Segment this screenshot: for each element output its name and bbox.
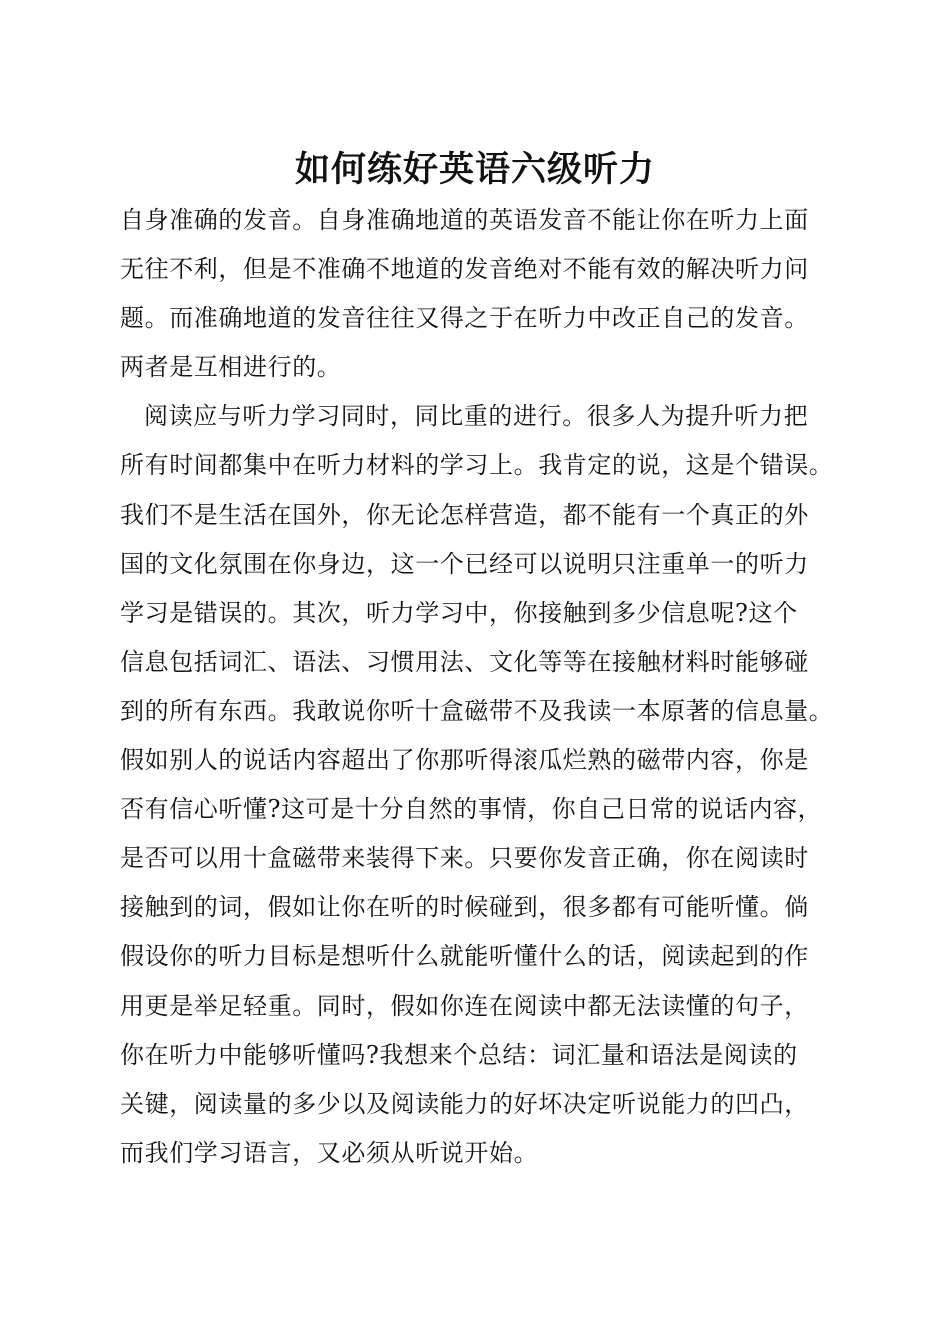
text-line: 到的所有东西。我敢说你听十盒磁带不及我读一本原著的信息量。 (120, 696, 834, 725)
text-line: 无往不利，但是不准确不地道的发音绝对不能有效的解决听力问 (120, 255, 809, 284)
text-line: 你在听力中能够听懂吗?我想来个总结：词汇量和语法是阅读的 (120, 1040, 798, 1069)
text-line: 是否可以用十盒磁带来装得下来。只要你发音正确，你在阅读时 (120, 844, 809, 873)
document-title: 如何练好英语六级听力 (294, 149, 655, 190)
text-line: 题。而准确地道的发音往往又得之于在听力中改正自己的发音。 (120, 304, 809, 333)
text-line: 我们不是生活在国外，你无论怎样营造，都不能有一个真正的外 (120, 500, 809, 529)
text-line: 假如别人的说话内容超出了你那听得滚瓜烂熟的磁带内容，你是 (120, 746, 809, 775)
text-line: 否有信心听懂?这可是十分自然的事情，你自己日常的说话内容， (120, 795, 823, 824)
text-line: 接触到的词，假如让你在听的时候碰到，很多都有可能听懂。倘 (120, 893, 809, 922)
text-line: 信息包括词汇、语法、习惯用法、文化等等在接触材料时能够碰 (120, 647, 809, 676)
text-line: 所有时间都集中在听力材料的学习上。我肯定的说，这是个错误。 (120, 451, 834, 480)
text-line: 用更是举足轻重。同时，假如你连在阅读中都无法读懂的句子， (120, 991, 809, 1020)
text-line: 阅读应与听力学习同时，同比重的进行。很多人为提升听力把 (144, 402, 809, 431)
text-line: 两者是互相进行的。 (120, 353, 342, 382)
document-body (120, 196, 860, 1178)
text-line: 国的文化氛围在你身边，这一个已经可以说明只注重单一的听力 (120, 549, 809, 578)
text-line: 而我们学习语言，又必须从听说开始。 (120, 1138, 539, 1167)
text-line: 关键，阅读量的多少以及阅读能力的好坏决定听说能力的凹凸， (120, 1089, 809, 1118)
text-line: 自身准确的发音。自身准确地道的英语发音不能让你在听力上面 (120, 206, 809, 234)
text-line: 学习是错误的。其次，听力学习中，你接触到多少信息呢?这个 (120, 598, 798, 627)
text-line: 假设你的听力目标是想听什么就能听懂什么的话，阅读起到的作 (120, 942, 809, 971)
